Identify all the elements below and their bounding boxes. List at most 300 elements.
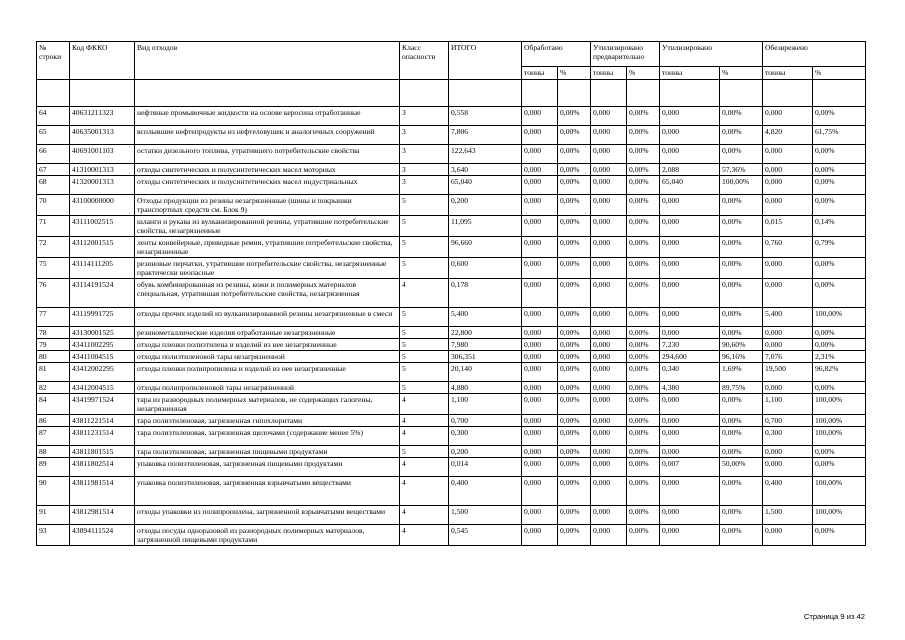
processed-tons: 0,000 xyxy=(522,107,558,126)
neutralized-pct: 0,00% xyxy=(813,339,866,351)
row-number: 66 xyxy=(37,145,70,164)
processed-pct: 0,00% xyxy=(558,525,591,546)
waste-name: ленты конвейерные, приводные ремни, утратившие потребительские свойства, незагрязненные xyxy=(135,237,400,258)
utilized-pct: 0,00% xyxy=(720,427,763,446)
utilized-pre-pct: 0,00% xyxy=(627,363,660,382)
col-hazard-class: Класс опасности xyxy=(400,42,449,80)
utilized-tons: 0,000 xyxy=(660,126,720,145)
waste-name: нефтяные промывочные жидкости на основе керосина отработанные xyxy=(135,107,400,126)
utilized-pre-pct: 0,00% xyxy=(627,216,660,237)
waste-name: отходы полипропиленовой тары незагрязненной xyxy=(135,382,400,394)
row-number: 81 xyxy=(37,363,70,382)
processed-tons: 0,000 xyxy=(522,506,558,525)
neutralized-tons: 0,000 xyxy=(763,327,813,339)
processed-tons: 0,000 xyxy=(522,351,558,363)
utilized-pre-pct: 0,00% xyxy=(627,237,660,258)
total-tons: 4,880 xyxy=(449,382,522,394)
utilized-pre-pct: 0,00% xyxy=(627,458,660,477)
fkko-code: 41310001313 xyxy=(70,164,135,176)
neutralized-pct: 0,00% xyxy=(813,279,866,308)
waste-name: отходы синтетических и полусинтетических масел моторных xyxy=(135,164,400,176)
row-number: 71 xyxy=(37,216,70,237)
hazard-class: 5 xyxy=(400,237,449,258)
processed-pct: 0,00% xyxy=(558,394,591,415)
utilized-pct: 57,36% xyxy=(720,164,763,176)
fkko-code: 43811231514 xyxy=(70,427,135,446)
neutralized-pct: 0,79% xyxy=(813,237,866,258)
neutralized-tons: 5,400 xyxy=(763,308,813,327)
hazard-class: 3 xyxy=(400,126,449,145)
processed-tons: 0,000 xyxy=(522,327,558,339)
processed-tons: 0,000 xyxy=(522,195,558,216)
utilized-pct: 0,00% xyxy=(720,126,763,145)
utilized-pct: 0,00% xyxy=(720,308,763,327)
table-row xyxy=(37,415,866,427)
table-row xyxy=(37,506,866,525)
table-row xyxy=(37,382,866,394)
processed-tons: 0,000 xyxy=(522,382,558,394)
utilized-pre-pct: 0,00% xyxy=(627,446,660,458)
col-row-no: № строки xyxy=(37,42,70,80)
row-number: 72 xyxy=(37,237,70,258)
total-tons: 1,100 xyxy=(449,394,522,415)
fkko-code: 43119991725 xyxy=(70,308,135,327)
table-row xyxy=(37,458,866,477)
utilized-pct: 0,00% xyxy=(720,145,763,164)
utilized-pct: 0,00% xyxy=(720,258,763,279)
utilized-pre-tons: 0,000 xyxy=(591,164,627,176)
neutralized-pct: 0,00% xyxy=(813,176,866,195)
neutralized-tons: 0,000 xyxy=(763,145,813,164)
neutralized-tons: 0,300 xyxy=(763,427,813,446)
processed-pct: 0,00% xyxy=(558,164,591,176)
neutralized-tons: 19,500 xyxy=(763,363,813,382)
fkko-code: 43812981514 xyxy=(70,506,135,525)
table-row xyxy=(37,477,866,506)
total-tons: 0,700 xyxy=(449,415,522,427)
utilized-tons: 0,000 xyxy=(660,237,720,258)
neutralized-pct: 0,00% xyxy=(813,382,866,394)
utilized-pre-tons: 0,000 xyxy=(591,279,627,308)
neutralized-tons: 0,000 xyxy=(763,382,813,394)
fkko-code: 40691001103 xyxy=(70,145,135,164)
utilized-pct: 0,00% xyxy=(720,394,763,415)
row-number: 87 xyxy=(37,427,70,446)
processed-pct: 0,00% xyxy=(558,506,591,525)
hazard-class: 4 xyxy=(400,427,449,446)
fkko-code: 43894111524 xyxy=(70,525,135,546)
neutralized-tons: 7,076 xyxy=(763,351,813,363)
hazard-class: 3 xyxy=(400,164,449,176)
sub-tons: тонны xyxy=(522,67,558,80)
row-number: 78 xyxy=(37,327,70,339)
col-processed: Обработано xyxy=(522,42,591,67)
utilized-pre-tons: 0,000 xyxy=(591,308,627,327)
processed-tons: 0,000 xyxy=(522,216,558,237)
col-utilized: Утилизировано xyxy=(660,42,763,67)
header-row xyxy=(37,42,866,67)
utilized-pct: 0,00% xyxy=(720,216,763,237)
neutralized-pct: 100,00% xyxy=(813,308,866,327)
table-row xyxy=(37,351,866,363)
total-tons: 0,558 xyxy=(449,107,522,126)
utilized-pct: 50,00% xyxy=(720,458,763,477)
fkko-code: 43412004515 xyxy=(70,382,135,394)
neutralized-tons: 0,000 xyxy=(763,458,813,477)
table-row xyxy=(37,237,866,258)
processed-pct: 0,00% xyxy=(558,279,591,308)
total-tons: 20,140 xyxy=(449,363,522,382)
table-row xyxy=(37,427,866,446)
neutralized-tons: 1,100 xyxy=(763,394,813,415)
hazard-class: 4 xyxy=(400,279,449,308)
neutralized-pct: 0,00% xyxy=(813,164,866,176)
utilized-tons: 7,230 xyxy=(660,339,720,351)
sub-tons: тонны xyxy=(763,67,813,80)
waste-name: обувь комбинированная из резины, кожи и полимерных материалов специальная, утратившая потребительские свойства, незагрязненная xyxy=(135,279,400,308)
fkko-code: 43130001525 xyxy=(70,327,135,339)
utilized-pre-tons: 0,000 xyxy=(591,126,627,145)
total-tons: 3,640 xyxy=(449,164,522,176)
total-tons: 22,800 xyxy=(449,327,522,339)
utilized-tons: 0,000 xyxy=(660,308,720,327)
utilized-tons: 0,000 xyxy=(660,107,720,126)
utilized-pct: 0,00% xyxy=(720,327,763,339)
hazard-class: 4 xyxy=(400,394,449,415)
total-tons: 0,200 xyxy=(449,195,522,216)
fkko-code: 43100000000 xyxy=(70,195,135,216)
waste-name: остатки дизельного топлива, утратившего потребительские свойства xyxy=(135,145,400,164)
utilized-pct: 0,00% xyxy=(720,506,763,525)
utilized-pre-pct: 0,00% xyxy=(627,107,660,126)
total-tons: 11,095 xyxy=(449,216,522,237)
waste-name: отходы пленки полиэтилена и изделий из нее незагрязненные xyxy=(135,339,400,351)
utilized-tons: 0,000 xyxy=(660,216,720,237)
utilized-pre-tons: 0,000 xyxy=(591,145,627,164)
neutralized-pct: 0,00% xyxy=(813,327,866,339)
utilized-pre-tons: 0,000 xyxy=(591,477,627,506)
spacer-row xyxy=(37,80,866,107)
fkko-code: 43811801515 xyxy=(70,446,135,458)
utilized-pct: 0,00% xyxy=(720,195,763,216)
neutralized-tons: 0,000 xyxy=(763,258,813,279)
processed-tons: 0,000 xyxy=(522,427,558,446)
utilized-tons: 0,000 xyxy=(660,145,720,164)
waste-name: отходы прочих изделий из вулканизированной резины незагрязненные в смеси xyxy=(135,308,400,327)
fkko-code: 43411002295 xyxy=(70,339,135,351)
processed-pct: 0,00% xyxy=(558,216,591,237)
utilized-tons: 0,000 xyxy=(660,506,720,525)
utilized-tons: 2,088 xyxy=(660,164,720,176)
table-row xyxy=(37,176,866,195)
total-tons: 0,300 xyxy=(449,427,522,446)
sub-tons: тонны xyxy=(660,67,720,80)
table-row xyxy=(37,216,866,237)
utilized-pre-tons: 0,000 xyxy=(591,427,627,446)
total-tons: 65,040 xyxy=(449,176,522,195)
neutralized-tons: 0,000 xyxy=(763,195,813,216)
utilized-pre-tons: 0,000 xyxy=(591,339,627,351)
neutralized-tons: 0,000 xyxy=(763,339,813,351)
hazard-class: 5 xyxy=(400,339,449,351)
fkko-code: 43411004515 xyxy=(70,351,135,363)
processed-tons: 0,000 xyxy=(522,126,558,145)
processed-pct: 0,00% xyxy=(558,339,591,351)
utilized-pct: 0,00% xyxy=(720,415,763,427)
utilized-pre-pct: 0,00% xyxy=(627,394,660,415)
fkko-code: 43419971524 xyxy=(70,394,135,415)
waste-name: Отходы продукции из резины незагрязненные (шины и покрышки транспортных средств см. Блок 9) xyxy=(135,195,400,216)
processed-tons: 0,000 xyxy=(522,415,558,427)
utilized-pre-pct: 0,00% xyxy=(627,477,660,506)
utilized-tons: 0,000 xyxy=(660,327,720,339)
col-neutralized: Обезврежено xyxy=(763,42,866,67)
row-number: 93 xyxy=(37,525,70,546)
row-number: 64 xyxy=(37,107,70,126)
hazard-class: 5 xyxy=(400,308,449,327)
row-number: 75 xyxy=(37,258,70,279)
utilized-pre-tons: 0,000 xyxy=(591,195,627,216)
utilized-pct: 0,00% xyxy=(720,237,763,258)
total-tons: 0,014 xyxy=(449,458,522,477)
table-row xyxy=(37,327,866,339)
fkko-code: 43114191524 xyxy=(70,279,135,308)
processed-tons: 0,000 xyxy=(522,394,558,415)
utilized-pct: 0,00% xyxy=(720,107,763,126)
table-row xyxy=(37,126,866,145)
utilized-pre-pct: 0,00% xyxy=(627,258,660,279)
utilized-pre-tons: 0,000 xyxy=(591,525,627,546)
neutralized-pct: 100,00% xyxy=(813,394,866,415)
processed-tons: 0,000 xyxy=(522,477,558,506)
utilized-pre-tons: 0,000 xyxy=(591,446,627,458)
row-number: 82 xyxy=(37,382,70,394)
neutralized-tons: 0,700 xyxy=(763,415,813,427)
waste-name: тара из разнородных полимерных материалов, не содержащих галогены, незагрязненная xyxy=(135,394,400,415)
utilized-pre-pct: 0,00% xyxy=(627,308,660,327)
utilized-pre-pct: 0,00% xyxy=(627,415,660,427)
neutralized-pct: 100,00% xyxy=(813,506,866,525)
total-tons: 96,660 xyxy=(449,237,522,258)
utilized-pct: 100,00% xyxy=(720,176,763,195)
total-tons: 7,980 xyxy=(449,339,522,351)
utilized-pre-pct: 0,00% xyxy=(627,339,660,351)
neutralized-tons: 0,000 xyxy=(763,107,813,126)
processed-tons: 0,000 xyxy=(522,258,558,279)
sub-pct: % xyxy=(627,67,660,80)
neutralized-pct: 0,00% xyxy=(813,458,866,477)
total-tons: 306,351 xyxy=(449,351,522,363)
neutralized-tons: 0,760 xyxy=(763,237,813,258)
row-number: 67 xyxy=(37,164,70,176)
neutralized-tons: 0,015 xyxy=(763,216,813,237)
fkko-code: 43412002295 xyxy=(70,363,135,382)
table-row xyxy=(37,107,866,126)
fkko-code: 43111002515 xyxy=(70,216,135,237)
waste-table xyxy=(36,41,866,546)
utilized-pre-tons: 0,000 xyxy=(591,363,627,382)
table-row xyxy=(37,394,866,415)
row-number: 86 xyxy=(37,415,70,427)
utilized-pct: 89,75% xyxy=(720,382,763,394)
hazard-class: 5 xyxy=(400,195,449,216)
total-tons: 0,600 xyxy=(449,258,522,279)
hazard-class: 5 xyxy=(400,382,449,394)
processed-tons: 0,000 xyxy=(522,145,558,164)
total-tons: 0,178 xyxy=(449,279,522,308)
table-row xyxy=(37,258,866,279)
waste-name: отходы пленки полипропилена и изделий из нее незагрязненные xyxy=(135,363,400,382)
fkko-code: 43114111205 xyxy=(70,258,135,279)
table-row xyxy=(37,195,866,216)
fkko-code: 43811981514 xyxy=(70,477,135,506)
processed-tons: 0,000 xyxy=(522,176,558,195)
neutralized-tons: 0,000 xyxy=(763,446,813,458)
hazard-class: 3 xyxy=(400,176,449,195)
waste-name: отходы синтетических и полусинтетических масел индустриальных xyxy=(135,176,400,195)
utilized-tons: 0,000 xyxy=(660,446,720,458)
table-row xyxy=(37,363,866,382)
sub-pct: % xyxy=(720,67,763,80)
utilized-pct: 0,00% xyxy=(720,446,763,458)
utilized-tons: 0,000 xyxy=(660,427,720,446)
col-code: Код ФККО xyxy=(70,42,135,80)
utilized-pre-tons: 0,000 xyxy=(591,216,627,237)
processed-pct: 0,00% xyxy=(558,258,591,279)
utilized-pct: 90,60% xyxy=(720,339,763,351)
processed-tons: 0,000 xyxy=(522,279,558,308)
hazard-class: 5 xyxy=(400,351,449,363)
processed-tons: 0,000 xyxy=(522,446,558,458)
table-row xyxy=(37,145,866,164)
table-row xyxy=(37,308,866,327)
total-tons: 0,545 xyxy=(449,525,522,546)
total-tons: 1,500 xyxy=(449,506,522,525)
processed-pct: 0,00% xyxy=(558,145,591,164)
table-row xyxy=(37,164,866,176)
row-number: 89 xyxy=(37,458,70,477)
utilized-tons: 65,040 xyxy=(660,176,720,195)
utilized-tons: 0,000 xyxy=(660,477,720,506)
neutralized-tons: 0,000 xyxy=(763,164,813,176)
neutralized-tons: 0,000 xyxy=(763,176,813,195)
processed-tons: 0,000 xyxy=(522,237,558,258)
utilized-pre-pct: 0,00% xyxy=(627,279,660,308)
utilized-pct: 96,16% xyxy=(720,351,763,363)
row-number: 77 xyxy=(37,308,70,327)
sub-pct: % xyxy=(813,67,866,80)
waste-name: отходы упаковки из полипропилена, загрязненной взрывчатыми веществами xyxy=(135,506,400,525)
utilized-pre-tons: 0,000 xyxy=(591,327,627,339)
utilized-pre-pct: 0,00% xyxy=(627,427,660,446)
utilized-tons: 0,340 xyxy=(660,363,720,382)
row-number: 65 xyxy=(37,126,70,145)
neutralized-pct: 96,82% xyxy=(813,363,866,382)
neutralized-pct: 0,14% xyxy=(813,216,866,237)
hazard-class: 5 xyxy=(400,446,449,458)
utilized-pre-pct: 0,00% xyxy=(627,145,660,164)
processed-tons: 0,000 xyxy=(522,525,558,546)
total-tons: 0,400 xyxy=(449,477,522,506)
total-tons: 5,400 xyxy=(449,308,522,327)
neutralized-pct: 0,00% xyxy=(813,446,866,458)
hazard-class: 4 xyxy=(400,506,449,525)
waste-name: всплывшие нефтепродукты из нефтеловушек и аналогичных сооружений xyxy=(135,126,400,145)
utilized-pre-pct: 0,00% xyxy=(627,164,660,176)
utilized-tons: 4,380 xyxy=(660,382,720,394)
utilized-pre-pct: 0,00% xyxy=(627,351,660,363)
waste-name: упаковка полиэтиленовая, загрязненная пищевыми продуктами xyxy=(135,458,400,477)
processed-pct: 0,00% xyxy=(558,458,591,477)
total-tons: 0,200 xyxy=(449,446,522,458)
hazard-class: 4 xyxy=(400,415,449,427)
neutralized-pct: 0,00% xyxy=(813,525,866,546)
processed-pct: 0,00% xyxy=(558,237,591,258)
row-number: 84 xyxy=(37,394,70,415)
sub-pct: % xyxy=(558,67,591,80)
row-number: 68 xyxy=(37,176,70,195)
fkko-code: 40631211323 xyxy=(70,107,135,126)
neutralized-pct: 0,00% xyxy=(813,107,866,126)
col-total: ИТОГО xyxy=(449,42,522,80)
waste-name: тара полиэтиленовая, загрязненная щелочами (содержание менее 5%) xyxy=(135,427,400,446)
waste-name: резиновые перчатки, утратившие потребительские свойства, незагрязненные практически неопасные xyxy=(135,258,400,279)
processed-tons: 0,000 xyxy=(522,308,558,327)
sub-tons: тонны xyxy=(591,67,627,80)
table-row xyxy=(37,339,866,351)
utilized-pct: 1,69% xyxy=(720,363,763,382)
neutralized-tons: 0,000 xyxy=(763,525,813,546)
fkko-code: 40635001313 xyxy=(70,126,135,145)
page-number: Страница 9 из 42 xyxy=(803,612,865,621)
utilized-pre-tons: 0,000 xyxy=(591,394,627,415)
processed-pct: 0,00% xyxy=(558,308,591,327)
total-tons: 122,643 xyxy=(449,145,522,164)
hazard-class: 5 xyxy=(400,363,449,382)
processed-pct: 0,00% xyxy=(558,446,591,458)
utilized-tons: 294,600 xyxy=(660,351,720,363)
neutralized-pct: 100,00% xyxy=(813,427,866,446)
utilized-pre-pct: 0,00% xyxy=(627,176,660,195)
neutralized-tons: 0,400 xyxy=(763,477,813,506)
neutralized-pct: 100,00% xyxy=(813,477,866,506)
processed-pct: 0,00% xyxy=(558,363,591,382)
processed-pct: 0,00% xyxy=(558,126,591,145)
processed-tons: 0,000 xyxy=(522,458,558,477)
row-number: 91 xyxy=(37,506,70,525)
processed-tons: 0,000 xyxy=(522,363,558,382)
processed-pct: 0,00% xyxy=(558,351,591,363)
hazard-class: 3 xyxy=(400,107,449,126)
waste-name: отходы полиэтиленовой тары незагрязненной xyxy=(135,351,400,363)
utilized-pre-tons: 0,000 xyxy=(591,176,627,195)
hazard-class: 4 xyxy=(400,458,449,477)
neutralized-pct: 0,00% xyxy=(813,195,866,216)
processed-pct: 0,00% xyxy=(558,427,591,446)
total-tons: 7,806 xyxy=(449,126,522,145)
neutralized-pct: 61,75% xyxy=(813,126,866,145)
hazard-class: 5 xyxy=(400,258,449,279)
hazard-class: 5 xyxy=(400,216,449,237)
fkko-code: 41320001313 xyxy=(70,176,135,195)
waste-name: тара полиэтиленовая, загрязненная пищевыми продуктами xyxy=(135,446,400,458)
utilized-tons: 0,000 xyxy=(660,525,720,546)
hazard-class: 3 xyxy=(400,145,449,164)
waste-name: тара полиэтиленовая, загрязненная гипохлоритами xyxy=(135,415,400,427)
utilized-pre-tons: 0,000 xyxy=(591,458,627,477)
processed-pct: 0,00% xyxy=(558,415,591,427)
utilized-pre-tons: 0,000 xyxy=(591,237,627,258)
